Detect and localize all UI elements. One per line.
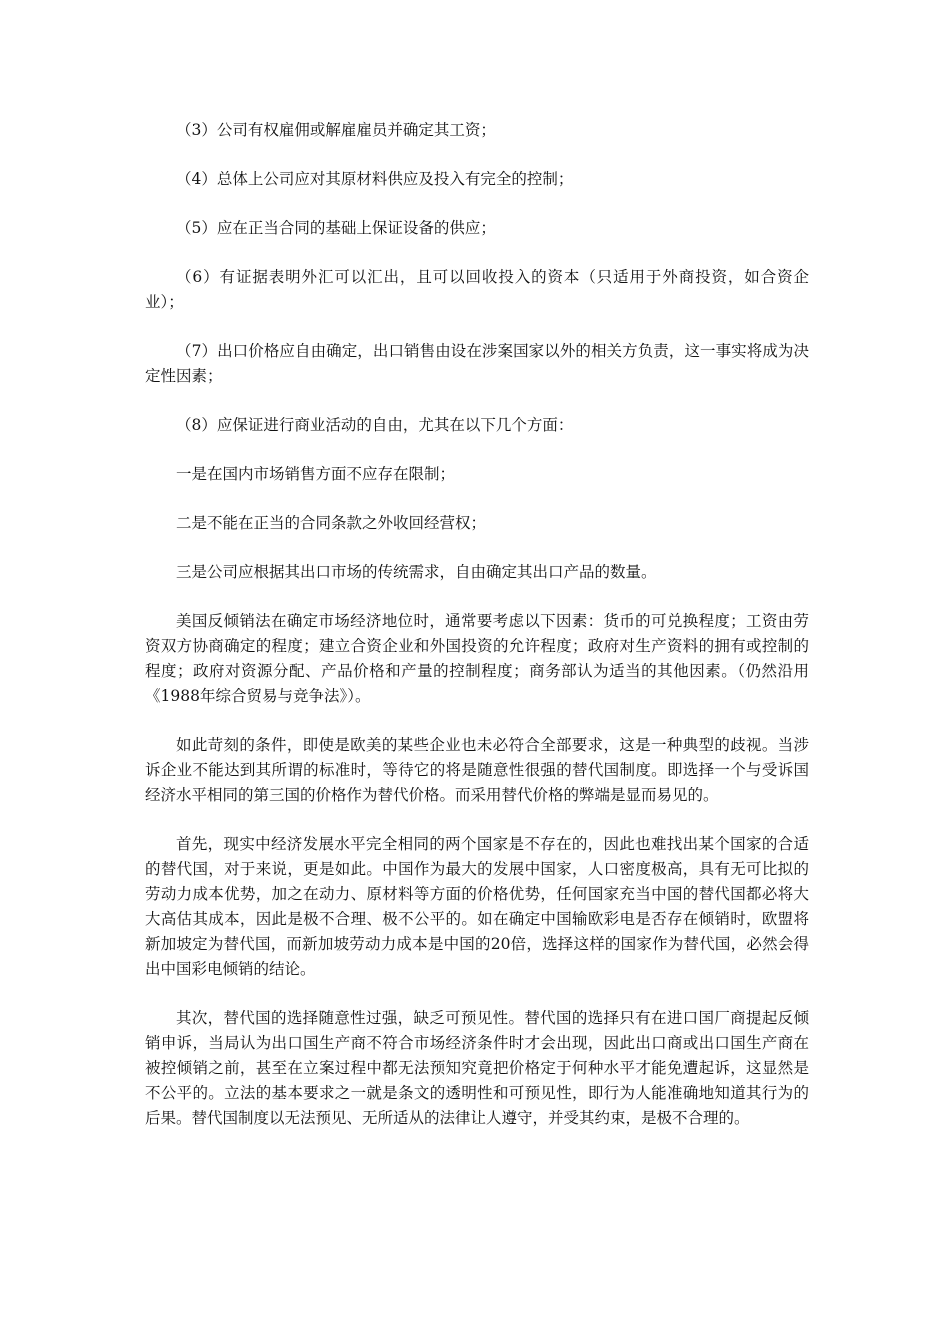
document-body — [145, 118, 809, 1155]
paragraph-us-antidumping: 美国反倾销法在确定市场经济地位时，通常要考虑以下因素：货币的可兑换程度；工资由劳资双方协商确定的程度；建立合资企业和外国投资的允许程度；政府对生产资料的拥有或控制的程度；政府对资源分配、产品价格和产量的控制程度；商务部认为适当的其他因素。（仍然沿用《1988年综合贸易与竞争法》）。 — [145, 612, 809, 705]
paragraph-item-6: （6）有证据表明外汇可以汇出，且可以回收投入的资本（只适用于外商投资，如合资企业）； — [145, 268, 809, 311]
paragraph-item-7: （7）出口价格应自由确定，出口销售由设在涉案国家以外的相关方负责，这一事实将成为决定性因素； — [145, 342, 809, 385]
paragraph-discrimination: 如此苛刻的条件，即使是欧美的某些企业也未必符合全部要求，这是一种典型的歧视。当涉诉企业不能达到其所谓的标准时，等待它的将是随意性很强的替代国制度。即选择一个与受诉国经济水平相同的第三国的价格作为替代价格。而采用替代价格的弊端是显而易见的。 — [145, 736, 809, 804]
paragraph-item-3: （3）公司有权雇佣或解雇雇员并确定其工资； — [176, 121, 496, 139]
paragraph-sub-1: 一是在国内市场销售方面不应存在限制； — [176, 465, 456, 483]
paragraph-sub-3: 三是公司应根据其出口市场的传统需求，自由确定其出口产品的数量。 — [176, 563, 657, 581]
paragraph-first-reason: 首先，现实中经济发展水平完全相同的两个国家是不存在的，因此也难找出某个国家的合适的替代国，对于来说，更是如此。中国作为最大的发展中国家，人口密度极高，具有无可比拟的劳动力成本优势，加之在动力、原材料等方面的价格优势，任何国家充当中国的替代国都必将大大高估其成本，因此是极不合理、极不公平的。如在确定中国输欧彩电是否存在倾销时，欧盟将新加坡定为替代国，而新加坡劳动力成本是中国的20倍，选择这样的国家作为替代国，必然会得出中国彩电倾销的结论。 — [145, 835, 809, 978]
paragraph-item-5: （5）应在正当合同的基础上保证设备的供应； — [176, 219, 496, 237]
paragraph-item-4: （4）总体上公司应对其原材料供应及投入有完全的控制； — [176, 170, 574, 188]
paragraph-sub-2: 二是不能在正当的合同条款之外收回经营权； — [176, 514, 487, 532]
paragraph-second-reason: 其次，替代国的选择随意性过强，缺乏可预见性。替代国的选择只有在进口国厂商提起反倾销申诉，当局认为出口国生产商不符合市场经济条件时才会出现，因此出口商或出口国生产商在被控倾销之前，甚至在立案过程中都无法预知究竟把价格定于何种水平才能免遭起诉，这显然是不公平的。立法的基本要求之一就是条文的透明性和可预见性，即行为人能准确地知道其行为的后果。替代国制度以无法预见、无所适从的法律让人遵守，并受其约束，是极不合理的。 — [145, 1009, 809, 1127]
paragraph-item-8: （8）应保证进行商业活动的自由，尤其在以下几个方面： — [176, 416, 574, 434]
